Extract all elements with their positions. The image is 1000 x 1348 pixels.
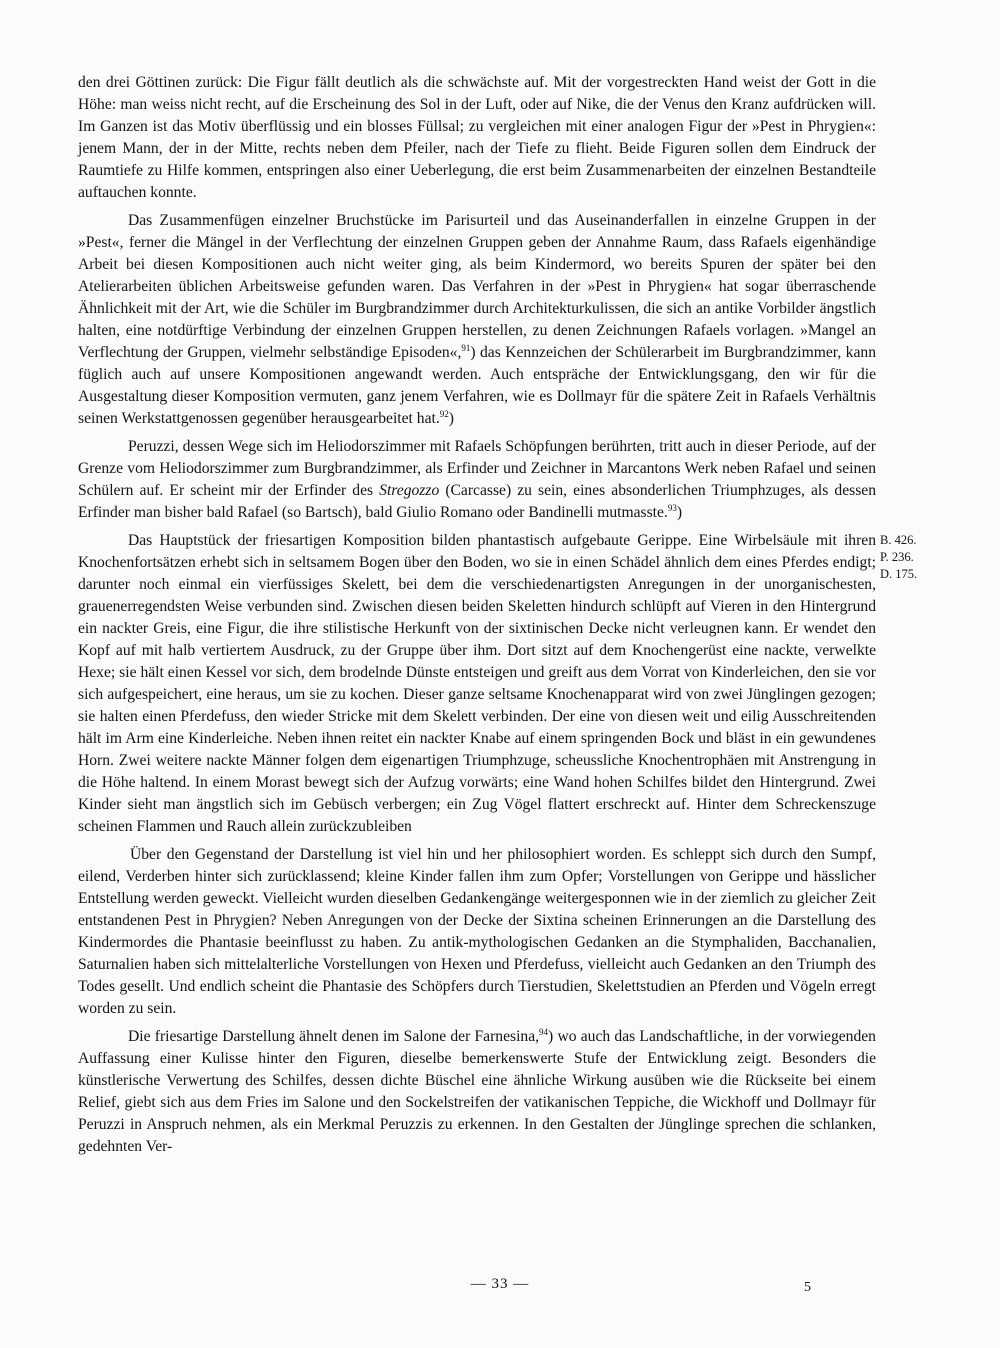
italic-title: Stregozzo [379,482,440,499]
footnote-ref: 93 [667,502,677,513]
paragraph-continuation [78,72,876,204]
paragraph-farnesina-comparison [78,1026,876,1158]
text-column [78,72,876,1158]
paragraph-subject-interpretation [78,844,876,1020]
footnote-ref: 94 [539,1026,549,1037]
margin-note-delaborde: D. 175. [880,567,918,581]
footnote-ref: 92 [439,408,449,419]
text-run: Die friesartige Darstellung ähnelt denen im Salone der Farnesina, [128,1028,540,1045]
text-run: Das Zusammenfügen einzelner Bruchstücke im Parisurteil und das Auseinanderfallen in einzelne Gruppen in der »Pest«, ferner die Mängel in der Verflechtung der einzelnen Gruppen geben der Annahme Raum, dass Rafaels eigenhändige Arbeit bei diesen Kompositionen auch nicht weiter ging, als beim Kindermord, wo bereits Spuren der später bei den Atelierarbeiten üblichen Arbeitsweise gefunden waren. Das Verfahren in der »Pest in Phrygien« hat sogar überraschende Ähnlichkeit mit der Art, wie die Schüler im Burgbrandzimmer durch Architekturkulissen, die sich an antike Vorbilder ängstlich halten, eine notdürftige Verbindung der einzelnen Gruppen herstellen, zu denen Zeichnungen Rafaels vorlagen. »Mangel an Verflechtung der Gruppen, vielmehr selbständige Episoden«, [78,212,876,361]
footnote-ref: 91 [461,342,471,353]
text-run: (Carcasse) zu sein, eines absonderlichen Triumphzuges, als dessen Erfinder man bisher bald Rafael (so Bartsch), bald Giulio Romano oder Bandinelli mutmasste. [78,482,876,521]
margin-references [880,532,940,583]
text-run: ) wo auch das Landschaftliche, in der vorwiegenden Auffassung einer Kulisse hinter den Figuren, dieselbe bemerkenswerte Stufe der Entwicklung zeigt. Besonders die künstlerische Verwertung des Schilfes, dessen dichte Büschel eine ähnliche Wirkung ausüben wie die Rückseite bei einem Relief, giebt sich aus dem Fries im Salone und den Sockelstreifen der vatikanischen Teppiche, die Wickhoff und Dollmayr für Peruzzi in Anspruch nehmen, als ein Merkmal Peruzzis zu erkennen. In den Gestalten der Jünglinge sprechen die schlanken, gedehnten Ver- [78,1028,876,1155]
text-run: ) [448,410,454,427]
text-run: Das Hauptstück der friesartigen Komposition bilden phantastisch aufgebaute Gerippe. Eine Wirbelsäule mit ihren Knochenfortsätzen erhebt sich in seltsamem Bogen über den Boden, wo sie in einen Schädel ähnlich dem eines Pferdes endigt; darunter noch einmal ein vierfüssiges Skelett, bei dem die verschiedenartigsten Anregungen in der unorganischesten, grauenerregendsten Weise verbunden sind. Zwischen diesen beiden Skeletten hindurch schlüpft auf Vieren in den Hintergrund ein nackter Greis, eine Figur, die ihre stilistische Herkunft von der sixtinischen Decke nicht verleugnen kann. Er wendet den Kopf auf mit halb vertiertem Ausdruck, zu der Gruppe über ihm. Dort sitzt auf dem Knochengerüst eine nackte, verwelkte Hexe; sie hält einen Kessel vor sich, dem brodelnde Dünste entsteigen und greift aus dem Vorrat von Kinderleichen, den sie vor sich aufgespeichert, eine heraus, um sie zu kochen. Dieser ganze seltsame Knochenapparat wird von zwei Jünglingen gezogen; sie halten einen Pferdefuss, den wieder Stricke mit dem Skelett verbinden. Der eine von diesen weit und eilig Ausschreitenden hält im Arm eine Kinderleiche. Neben ihnen reitet ein nackter Knabe auf einem springenden Bock und bläst in ein gewundenes Horn. Zwei weitere nackte Männer folgen dem eigenartigen Triumphzuge, scheussliche Knochentrophäen mit Anstrengung in die Höhe haltend. In einem Morast bewegt sich der Aufzug vorwärts; eine Wand hohen Schilfes bildet den Hintergrund. Zwei Kinder sieht man ängstlich sich im Gebüsch verbergen; ein Zug Vögel flattert erschreckt auf. Hinter dem Schreckenszuge scheinen Flammen und Rauch allein zurückzubleiben [78,532,876,835]
text-run: ) [676,504,683,521]
text-run: den drei Göttinen zurück: Die Figur fällt deutlich als die schwächste auf. Mit der vorgestreckten Hand weist der Gott in die Höhe: man weiss nicht recht, auf die Erscheinung des Sol in der Luft, oder auf Nike, die der Venus den Kranz aufdrücken will. Im Ganzen ist das Motiv überflüssig und ein blosses Füllsal; zu vergleichen mit einer analogen Figur der »Pest in Phrygien«: jenem Mann, der in der Mitte, rechts neben dem Pfeiler, nach der Tiefe zu flieht. Beide Figuren sollen dem Eindruck der Raumtiefe zu Hilfe kommen, entspringen also einer Ueberlegung, die erst beim Zusammenarbeiten der einzelnen Bestandteile auftauchen konnte. [78,74,876,201]
signature-mark: 5 [804,1280,811,1295]
paragraph-composition-description [78,530,876,838]
paragraph-parisurteil-comparison [78,210,876,430]
page-number: — 33 — [470,1276,530,1292]
margin-note-passavant: P. 236. [880,550,914,564]
text-run: ) das Kennzeichen der Schülerarbeit im Burgbrandzimmer, kann füglich auch auf unsere Kompositionen angewandt werden. Auch entspräche der Entwicklungsgang, den wir für die Ausgestaltung dieser Komposition vermuten, ganz jenem Verfahren, wie es Dollmayr für die spätere Zeit in Rafaels Verhältnis seinen Werkstattgenossen gegenüber herausgearbeitet hat. [78,344,876,427]
text-run: Über den Gegenstand der Darstellung ist viel hin und her philosophiert worden. Es schleppt sich durch den Sumpf, eilend, Verderben hinter sich zurücklassend; kleine Kinder fallen ihm zum Opfer; Vorstellungen von Gerippe und hässlicher Entstellung werden geweckt. Vielleicht wurden dieselben Gedankengänge weitergesponnen wie in der ziemlich zu gleicher Zeit entstandenen Pest in Phrygien? Neben Anregungen von der Decke der Sixtina scheinen Erinnerungen an die Darstellung des Kindermordes die Phantasie beeinflusst zu haben. Zu antik-mythologischen Gedanken an die Stymphaliden, Bacchanalien, Saturnalien haben sich mittelalterliche Vorstellungen von Hexen und Pferdefuss, vielleicht auch Gedanken an den Triumph des Todes gesellt. Und endlich scheint die Phantasie des Schöpfers durch Tierstudien, Skelettstudien an Pferden und Vögeln erregt worden zu sein. [78,846,876,1017]
margin-note-bartsch: B. 426. [880,533,917,547]
text-run: Peruzzi, dessen Wege sich im Heliodorszimmer mit Rafaels Schöpfungen berührten, tritt auch in dieser Periode, auf der Grenze vom Heliodorszimmer zum Burgbrandzimmer, als Erfinder und Zeichner in Marcantons Werk neben Rafael und seinen Schülern auf. Er scheint mir der Erfinder des [78,438,876,499]
paragraph-peruzzi-stregozzo [78,436,876,524]
